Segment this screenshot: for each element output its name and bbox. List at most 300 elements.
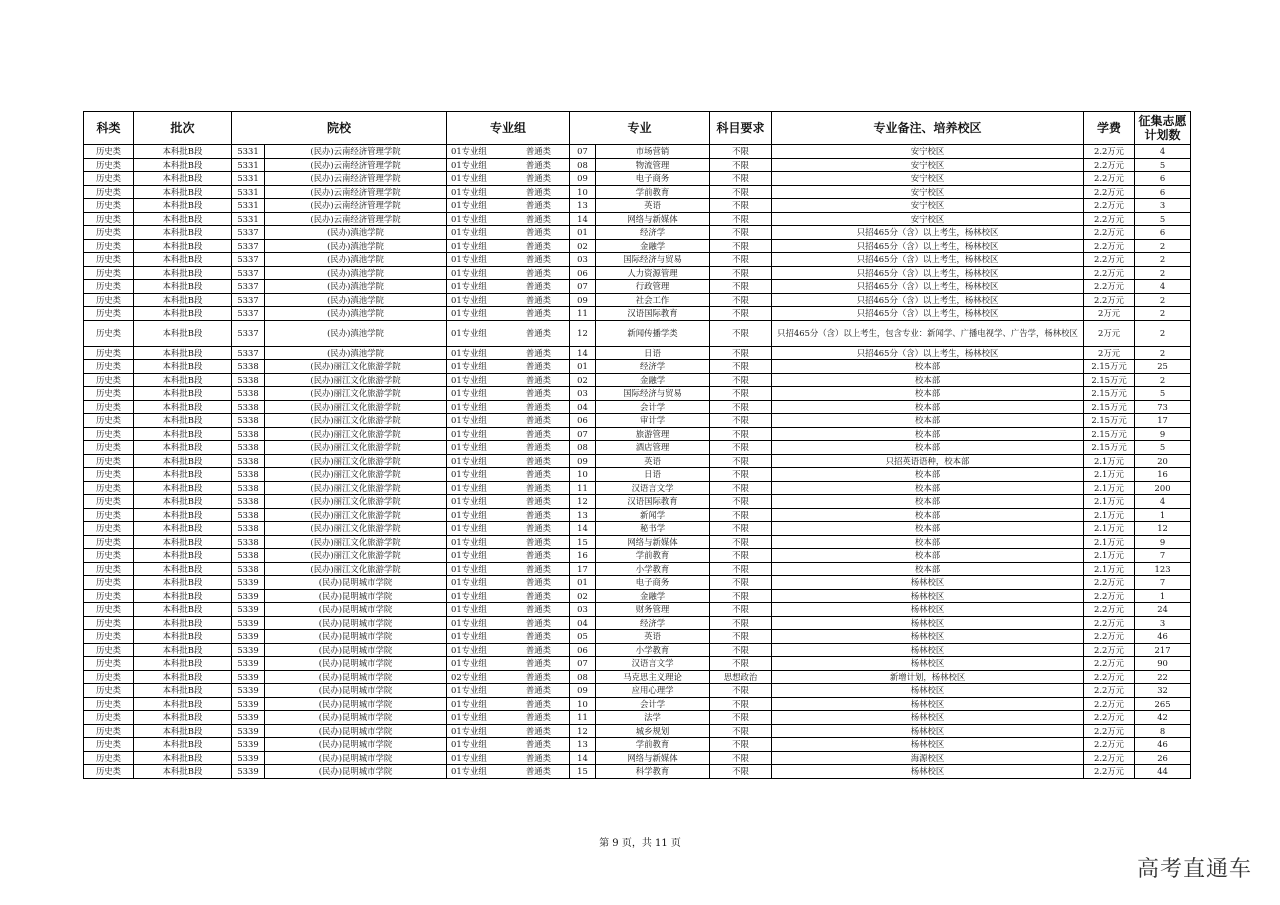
cell-group	[447, 239, 570, 253]
cell-major-code: 15	[570, 535, 596, 549]
group-type: 普通类	[525, 213, 552, 224]
header-batch: 批次	[134, 112, 232, 145]
cell-major-name: 网络与新媒体	[596, 751, 710, 765]
group-label: 01专业组	[451, 496, 487, 507]
cell-tuition: 2.1万元	[1084, 535, 1135, 549]
cell-batch: 本科批B段	[134, 427, 232, 441]
table-row	[84, 266, 1191, 280]
cell-major-code: 10	[570, 468, 596, 482]
group-type: 普通类	[525, 428, 552, 439]
cell-subject-requirement: 不限	[710, 346, 772, 360]
table-row	[84, 765, 1191, 779]
cell-note: 杨林校区	[772, 576, 1084, 590]
cell-group	[447, 346, 570, 360]
cell-group	[447, 320, 570, 346]
cell-note: 杨林校区	[772, 630, 1084, 644]
group-label: 01专业组	[451, 604, 487, 615]
cell-plan-count: 4	[1135, 145, 1191, 159]
cell-note: 杨林校区	[772, 589, 1084, 603]
cell-batch: 本科批B段	[134, 562, 232, 576]
cell-major-code: 10	[570, 185, 596, 199]
group-label: 01专业组	[451, 281, 487, 292]
cell-college-code: 5338	[232, 481, 265, 495]
table-row	[84, 320, 1191, 346]
table-row	[84, 307, 1191, 321]
table-row	[84, 253, 1191, 267]
cell-college-name: (民办)丽江文化旅游学院	[265, 400, 447, 414]
cell-note: 杨林校区	[772, 697, 1084, 711]
group-type: 普通类	[525, 186, 552, 197]
cell-tuition: 2.15万元	[1084, 360, 1135, 374]
cell-group	[447, 145, 570, 159]
cell-plan-count: 8	[1135, 724, 1191, 738]
cell-tuition: 2.2万元	[1084, 751, 1135, 765]
cell-college-code: 5339	[232, 589, 265, 603]
table-row	[84, 199, 1191, 213]
cell-batch: 本科批B段	[134, 576, 232, 590]
cell-plan-count: 44	[1135, 765, 1191, 779]
cell-group	[447, 307, 570, 321]
cell-category: 历史类	[84, 549, 134, 563]
cell-note: 校本部	[772, 508, 1084, 522]
cell-note: 杨林校区	[772, 616, 1084, 630]
group-type: 普通类	[525, 200, 552, 211]
cell-major-code: 01	[570, 226, 596, 240]
cell-batch: 本科批B段	[134, 266, 232, 280]
group-label: 01专业组	[451, 267, 487, 278]
group-label: 01专业组	[451, 308, 487, 319]
cell-group	[447, 751, 570, 765]
cell-major-name: 人力资源管理	[596, 266, 710, 280]
cell-college-name: (民办)丽江文化旅游学院	[265, 562, 447, 576]
cell-subject-requirement: 不限	[710, 266, 772, 280]
cell-major-code: 02	[570, 239, 596, 253]
cell-college-name: (民办)昆明城市学院	[265, 751, 447, 765]
cell-note: 杨林校区	[772, 711, 1084, 725]
group-label: 01专业组	[451, 401, 487, 412]
cell-subject-requirement: 不限	[710, 535, 772, 549]
cell-batch: 本科批B段	[134, 199, 232, 213]
cell-group	[447, 765, 570, 779]
cell-subject-requirement: 不限	[710, 576, 772, 590]
cell-note: 校本部	[772, 481, 1084, 495]
cell-note: 安宁校区	[772, 185, 1084, 199]
cell-subject-requirement: 思想政治	[710, 670, 772, 684]
cell-major-code: 12	[570, 724, 596, 738]
cell-category: 历史类	[84, 589, 134, 603]
cell-tuition: 2.2万元	[1084, 684, 1135, 698]
cell-college-code: 5339	[232, 765, 265, 779]
cell-subject-requirement: 不限	[710, 468, 772, 482]
cell-tuition: 2.2万元	[1084, 280, 1135, 294]
cell-subject-requirement: 不限	[710, 400, 772, 414]
cell-category: 历史类	[84, 684, 134, 698]
cell-major-name: 小学教育	[596, 562, 710, 576]
cell-category: 历史类	[84, 212, 134, 226]
cell-college-name: (民办)滇池学院	[265, 253, 447, 267]
cell-note: 安宁校区	[772, 172, 1084, 186]
cell-group	[447, 414, 570, 428]
cell-college-code: 5339	[232, 724, 265, 738]
cell-major-code: 03	[570, 603, 596, 617]
cell-college-name: (民办)滇池学院	[265, 226, 447, 240]
group-label: 01专业组	[451, 294, 487, 305]
cell-subject-requirement: 不限	[710, 293, 772, 307]
cell-group	[447, 481, 570, 495]
table-row	[84, 495, 1191, 509]
group-type: 普通类	[525, 644, 552, 655]
table-row	[84, 549, 1191, 563]
cell-tuition: 2.2万元	[1084, 172, 1135, 186]
group-type: 普通类	[525, 712, 552, 723]
cell-batch: 本科批B段	[134, 373, 232, 387]
group-type: 普通类	[525, 173, 552, 184]
cell-group	[447, 427, 570, 441]
cell-group	[447, 387, 570, 401]
cell-note: 只招465分（含）以上考生，杨林校区	[772, 280, 1084, 294]
cell-group	[447, 280, 570, 294]
cell-batch: 本科批B段	[134, 697, 232, 711]
group-type: 普通类	[525, 698, 552, 709]
cell-batch: 本科批B段	[134, 616, 232, 630]
table-row	[84, 603, 1191, 617]
cell-tuition: 2.1万元	[1084, 522, 1135, 536]
cell-college-code: 5337	[232, 226, 265, 240]
cell-major-name: 网络与新媒体	[596, 212, 710, 226]
cell-category: 历史类	[84, 495, 134, 509]
group-type: 普通类	[525, 523, 552, 534]
cell-major-code: 08	[570, 670, 596, 684]
cell-college-name: (民办)昆明城市学院	[265, 589, 447, 603]
group-type: 普通类	[525, 328, 552, 338]
cell-group	[447, 185, 570, 199]
cell-college-name: (民办)丽江文化旅游学院	[265, 373, 447, 387]
group-type: 普通类	[525, 590, 552, 601]
cell-tuition: 2.1万元	[1084, 495, 1135, 509]
group-label: 01专业组	[451, 685, 487, 696]
cell-college-name: (民办)昆明城市学院	[265, 684, 447, 698]
cell-major-code: 11	[570, 481, 596, 495]
group-label: 01专业组	[451, 523, 487, 534]
cell-group	[447, 468, 570, 482]
cell-college-name: (民办)丽江文化旅游学院	[265, 508, 447, 522]
cell-major-name: 会计学	[596, 400, 710, 414]
cell-major-name: 英语	[596, 199, 710, 213]
cell-college-code: 5338	[232, 454, 265, 468]
cell-college-code: 5337	[232, 320, 265, 346]
cell-note: 杨林校区	[772, 724, 1084, 738]
cell-note: 安宁校区	[772, 145, 1084, 159]
cell-plan-count: 9	[1135, 427, 1191, 441]
cell-subject-requirement: 不限	[710, 454, 772, 468]
cell-note: 只招465分（含）以上考生，包含专业：新闻学、广播电视学、广告学，杨林校区	[772, 320, 1084, 346]
cell-major-code: 15	[570, 765, 596, 779]
cell-college-code: 5339	[232, 670, 265, 684]
cell-subject-requirement: 不限	[710, 724, 772, 738]
cell-category: 历史类	[84, 508, 134, 522]
cell-college-name: (民办)滇池学院	[265, 266, 447, 280]
cell-college-code: 5331	[232, 158, 265, 172]
cell-college-code: 5338	[232, 427, 265, 441]
table-row	[84, 562, 1191, 576]
cell-major-code: 08	[570, 441, 596, 455]
cell-group	[447, 589, 570, 603]
cell-note: 校本部	[772, 549, 1084, 563]
group-type: 普通类	[525, 631, 552, 642]
cell-major-name: 市场营销	[596, 145, 710, 159]
table-row	[84, 373, 1191, 387]
cell-batch: 本科批B段	[134, 630, 232, 644]
group-label: 01专业组	[451, 240, 487, 251]
group-label: 01专业组	[451, 227, 487, 238]
table-header-row	[84, 112, 1191, 145]
group-label: 01专业组	[451, 712, 487, 723]
cell-plan-count: 5	[1135, 158, 1191, 172]
cell-plan-count: 26	[1135, 751, 1191, 765]
cell-major-name: 应用心理学	[596, 684, 710, 698]
group-type: 普通类	[525, 509, 552, 520]
table-row	[84, 589, 1191, 603]
group-label: 01专业组	[451, 469, 487, 480]
cell-category: 历史类	[84, 603, 134, 617]
cell-batch: 本科批B段	[134, 603, 232, 617]
cell-college-name: (民办)丽江文化旅游学院	[265, 468, 447, 482]
cell-batch: 本科批B段	[134, 212, 232, 226]
table-row	[84, 468, 1191, 482]
cell-plan-count: 2	[1135, 373, 1191, 387]
cell-batch: 本科批B段	[134, 172, 232, 186]
cell-major-name: 学前教育	[596, 738, 710, 752]
cell-major-code: 14	[570, 522, 596, 536]
cell-subject-requirement: 不限	[710, 427, 772, 441]
cell-subject-requirement: 不限	[710, 711, 772, 725]
cell-tuition: 2.2万元	[1084, 212, 1135, 226]
cell-major-name: 网络与新媒体	[596, 535, 710, 549]
cell-college-code: 5338	[232, 468, 265, 482]
cell-plan-count: 17	[1135, 414, 1191, 428]
group-label: 01专业组	[451, 213, 487, 224]
cell-note: 杨林校区	[772, 657, 1084, 671]
cell-major-code: 13	[570, 738, 596, 752]
cell-major-name: 学前教育	[596, 549, 710, 563]
cell-major-code: 12	[570, 495, 596, 509]
cell-subject-requirement: 不限	[710, 684, 772, 698]
cell-plan-count: 2	[1135, 253, 1191, 267]
group-type: 普通类	[525, 240, 552, 251]
cell-college-name: (民办)云南经济管理学院	[265, 145, 447, 159]
cell-major-code: 04	[570, 400, 596, 414]
cell-plan-count: 46	[1135, 738, 1191, 752]
cell-tuition: 2.1万元	[1084, 562, 1135, 576]
cell-tuition: 2.2万元	[1084, 226, 1135, 240]
cell-batch: 本科批B段	[134, 360, 232, 374]
cell-college-name: (民办)滇池学院	[265, 346, 447, 360]
group-label: 01专业组	[451, 146, 487, 157]
table-row	[84, 360, 1191, 374]
cell-batch: 本科批B段	[134, 522, 232, 536]
table-row	[84, 280, 1191, 294]
cell-major-code: 06	[570, 414, 596, 428]
cell-major-code: 02	[570, 373, 596, 387]
cell-group	[447, 199, 570, 213]
group-label: 01专业组	[451, 658, 487, 669]
cell-college-code: 5337	[232, 280, 265, 294]
cell-plan-count: 6	[1135, 226, 1191, 240]
table-row	[84, 711, 1191, 725]
table-row	[84, 293, 1191, 307]
cell-college-name: (民办)丽江文化旅游学院	[265, 414, 447, 428]
group-type: 普通类	[525, 347, 552, 358]
cell-category: 历史类	[84, 751, 134, 765]
cell-category: 历史类	[84, 185, 134, 199]
cell-note: 校本部	[772, 468, 1084, 482]
cell-major-code: 09	[570, 293, 596, 307]
cell-college-code: 5339	[232, 616, 265, 630]
cell-category: 历史类	[84, 226, 134, 240]
cell-plan-count: 90	[1135, 657, 1191, 671]
cell-subject-requirement: 不限	[710, 226, 772, 240]
group-type: 普通类	[525, 308, 552, 319]
group-type: 普通类	[525, 752, 552, 763]
cell-major-code: 07	[570, 145, 596, 159]
cell-note: 只招465分（含）以上考生，杨林校区	[772, 266, 1084, 280]
header-note: 专业备注、培养校区	[772, 112, 1084, 145]
cell-batch: 本科批B段	[134, 481, 232, 495]
cell-category: 历史类	[84, 427, 134, 441]
cell-note: 杨林校区	[772, 643, 1084, 657]
cell-category: 历史类	[84, 765, 134, 779]
cell-subject-requirement: 不限	[710, 307, 772, 321]
cell-tuition: 2.15万元	[1084, 373, 1135, 387]
cell-note: 只招465分（含）以上考生，杨林校区	[772, 253, 1084, 267]
header-subject-requirement: 科目要求	[710, 112, 772, 145]
cell-major-name: 国际经济与贸易	[596, 253, 710, 267]
group-label: 01专业组	[451, 388, 487, 399]
header-college: 院校	[232, 112, 447, 145]
enrollment-plan-table	[83, 111, 1191, 779]
cell-plan-count: 123	[1135, 562, 1191, 576]
group-type: 普通类	[525, 146, 552, 157]
cell-batch: 本科批B段	[134, 441, 232, 455]
cell-major-code: 03	[570, 253, 596, 267]
cell-group	[447, 549, 570, 563]
group-type: 普通类	[525, 536, 552, 547]
cell-major-name: 汉语国际教育	[596, 495, 710, 509]
cell-college-name: (民办)丽江文化旅游学院	[265, 360, 447, 374]
cell-note: 只招465分（含）以上考生，杨林校区	[772, 239, 1084, 253]
cell-college-code: 5337	[232, 307, 265, 321]
cell-subject-requirement: 不限	[710, 751, 772, 765]
cell-major-name: 小学教育	[596, 643, 710, 657]
cell-subject-requirement: 不限	[710, 414, 772, 428]
cell-subject-requirement: 不限	[710, 280, 772, 294]
group-type: 普通类	[525, 658, 552, 669]
cell-group	[447, 603, 570, 617]
cell-major-code: 13	[570, 508, 596, 522]
cell-batch: 本科批B段	[134, 711, 232, 725]
cell-major-code: 07	[570, 657, 596, 671]
cell-major-name: 经济学	[596, 360, 710, 374]
group-label: 01专业组	[451, 415, 487, 426]
cell-group	[447, 495, 570, 509]
cell-major-code: 09	[570, 684, 596, 698]
cell-major-code: 06	[570, 266, 596, 280]
cell-note: 只招465分（含）以上考生，杨林校区	[772, 226, 1084, 240]
cell-major-name: 金融学	[596, 373, 710, 387]
cell-subject-requirement: 不限	[710, 373, 772, 387]
group-type: 普通类	[525, 294, 552, 305]
cell-subject-requirement: 不限	[710, 158, 772, 172]
group-label: 01专业组	[451, 752, 487, 763]
table-row	[84, 670, 1191, 684]
cell-subject-requirement: 不限	[710, 522, 772, 536]
cell-category: 历史类	[84, 643, 134, 657]
group-type: 普通类	[525, 671, 552, 682]
cell-category: 历史类	[84, 172, 134, 186]
cell-group	[447, 724, 570, 738]
cell-batch: 本科批B段	[134, 239, 232, 253]
group-type: 普通类	[525, 455, 552, 466]
table-row	[84, 441, 1191, 455]
cell-major-name: 学前教育	[596, 185, 710, 199]
cell-category: 历史类	[84, 697, 134, 711]
cell-tuition: 2.15万元	[1084, 400, 1135, 414]
cell-college-name: (民办)丽江文化旅游学院	[265, 387, 447, 401]
cell-note: 安宁校区	[772, 199, 1084, 213]
cell-subject-requirement: 不限	[710, 360, 772, 374]
cell-batch: 本科批B段	[134, 684, 232, 698]
cell-subject-requirement: 不限	[710, 549, 772, 563]
cell-college-name: (民办)云南经济管理学院	[265, 172, 447, 186]
group-label: 01专业组	[451, 254, 487, 265]
cell-note: 安宁校区	[772, 212, 1084, 226]
cell-major-name: 新闻学	[596, 508, 710, 522]
cell-subject-requirement: 不限	[710, 441, 772, 455]
cell-group	[447, 630, 570, 644]
group-label: 01专业组	[451, 442, 487, 453]
cell-major-code: 03	[570, 387, 596, 401]
cell-major-name: 新闻传播学类	[596, 320, 710, 346]
cell-major-name: 日语	[596, 468, 710, 482]
cell-major-name: 法学	[596, 711, 710, 725]
cell-tuition: 2万元	[1084, 307, 1135, 321]
group-label: 01专业组	[451, 766, 487, 777]
cell-college-code: 5331	[232, 199, 265, 213]
cell-plan-count: 2	[1135, 307, 1191, 321]
group-label: 01专业组	[451, 590, 487, 601]
cell-college-name: (民办)昆明城市学院	[265, 657, 447, 671]
cell-college-name: (民办)滇池学院	[265, 293, 447, 307]
table-row	[84, 145, 1191, 159]
cell-major-code: 11	[570, 711, 596, 725]
group-label: 01专业组	[451, 550, 487, 561]
cell-college-name: (民办)昆明城市学院	[265, 670, 447, 684]
cell-note: 校本部	[772, 495, 1084, 509]
cell-plan-count: 2	[1135, 239, 1191, 253]
cell-tuition: 2.2万元	[1084, 630, 1135, 644]
cell-major-name: 城乡规划	[596, 724, 710, 738]
group-type: 普通类	[525, 563, 552, 574]
cell-college-name: (民办)云南经济管理学院	[265, 185, 447, 199]
cell-note: 校本部	[772, 427, 1084, 441]
cell-plan-count: 9	[1135, 535, 1191, 549]
cell-college-code: 5337	[232, 346, 265, 360]
cell-group	[447, 454, 570, 468]
cell-college-name: (民办)昆明城市学院	[265, 765, 447, 779]
group-type: 普通类	[525, 267, 552, 278]
cell-college-code: 5338	[232, 373, 265, 387]
cell-subject-requirement: 不限	[710, 387, 772, 401]
